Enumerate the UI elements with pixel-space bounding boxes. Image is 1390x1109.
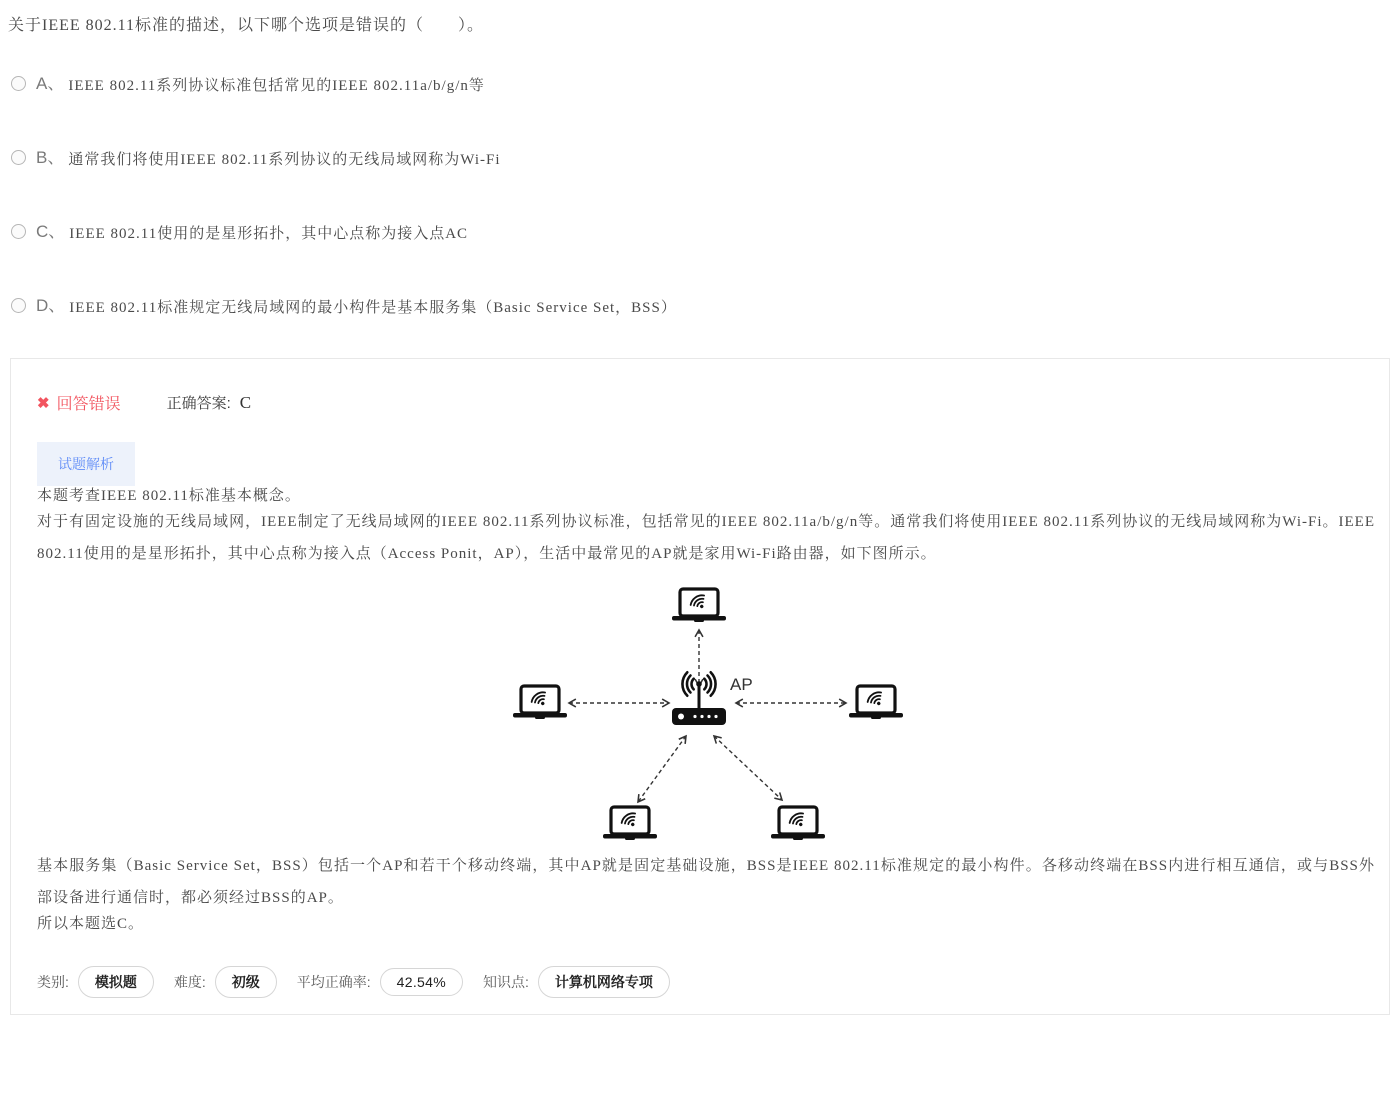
option-letter <box>36 295 65 317</box>
option-letter-char: C <box>36 222 49 241</box>
option-d[interactable] <box>11 295 1390 319</box>
option-b[interactable] <box>11 147 1390 171</box>
laptop-icon <box>513 686 567 719</box>
result-header <box>37 391 1375 414</box>
wrong-answer-icon: ✖ <box>37 394 50 412</box>
question-title: 关于IEEE 802.11标准的描述，以下哪个选项是错误的（ ）。 <box>8 17 485 34</box>
knowledge-label: 知识点: <box>482 974 529 990</box>
analysis-paragraph: 对于有固定设施的无线局域网，IEEE制定了无线局域网的IEEE 802.11系列协议标准，包括常见的IEEE 802.11a/b/g/n等。通常我们将使用IEEE 802.11系列协议的无线局域网称为Wi-Fi。IEEE 802.11使用的是星形拓扑，其中心点称为接入点（Access Ponit，AP），生活中最常见的AP就是家用Wi-Fi路由器，如下图所示。 <box>37 514 1375 562</box>
enum-mark: 、 <box>47 74 65 93</box>
answer-status: 回答错误 <box>56 396 121 413</box>
option-a[interactable] <box>11 73 1390 97</box>
correct-answer-value: C <box>239 392 252 412</box>
network-diagram-svg <box>486 570 926 850</box>
link-bottom-left <box>638 736 686 802</box>
tab-analysis[interactable]: 试题解析 <box>37 442 135 486</box>
knowledge-badge: 计算机网络专项 <box>538 966 670 998</box>
enum-mark: 、 <box>47 148 65 167</box>
laptop-icon <box>672 589 726 622</box>
correct-answer-label: 正确答案: <box>166 395 231 412</box>
option-text: 通常我们将使用IEEE 802.11系列协议的无线局域网称为Wi-Fi <box>68 152 501 168</box>
answer-result-panel <box>10 358 1390 1015</box>
option-letter-char: B <box>36 148 48 167</box>
analysis-paragraph: 基本服务集（Basic Service Set，BSS）包括一个AP和若干个移动终端，其中AP就是固定基础设施，BSS是IEEE 802.11标准规定的最小构件。各移动终端在BSS内进行相互通信，或与BSS外部设备进行通信时，都必须经过BSS的AP。 <box>37 858 1375 906</box>
options-list <box>0 73 1390 319</box>
laptop-icon <box>849 686 903 719</box>
laptop-icon <box>771 807 825 840</box>
category-label: 类别: <box>37 974 69 990</box>
option-c-radio[interactable] <box>11 224 26 239</box>
accuracy-label: 平均正确率: <box>296 974 371 990</box>
enum-mark: 、 <box>48 296 66 315</box>
enum-mark: 、 <box>48 222 66 241</box>
difficulty-badge: 初级 <box>215 966 277 998</box>
question-meta-row <box>37 966 1375 998</box>
analysis-conclusion: 所以本题选C。 <box>37 916 145 932</box>
category-badge: 模拟题 <box>78 966 154 998</box>
bss-topology-diagram <box>37 570 1375 850</box>
analysis-content <box>37 486 1375 934</box>
option-letter <box>36 221 65 243</box>
option-text: IEEE 802.11系列协议标准包括常见的IEEE 802.11a/b/g/n等 <box>68 78 485 94</box>
analysis-paragraph: 本题考查IEEE 802.11标准基本概念。 <box>37 488 301 504</box>
question-page <box>0 16 1390 1015</box>
option-a-radio[interactable] <box>11 76 26 91</box>
accuracy-badge: 42.54% <box>380 968 463 996</box>
ap-label: AP <box>730 675 753 694</box>
option-b-radio[interactable] <box>11 150 26 165</box>
link-bottom-right <box>714 736 782 800</box>
option-d-radio[interactable] <box>11 298 26 313</box>
option-letter-char: A <box>36 74 48 93</box>
option-text: IEEE 802.11标准规定无线局域网的最小构件是基本服务集（Basic Service Set，BSS） <box>69 300 677 316</box>
option-letter <box>36 73 64 95</box>
option-letter <box>36 147 64 169</box>
option-c[interactable] <box>11 221 1390 245</box>
option-letter-char: D <box>36 296 49 315</box>
option-text: IEEE 802.11使用的是星形拓扑，其中心点称为接入点AC <box>69 226 469 242</box>
laptop-icon <box>603 807 657 840</box>
difficulty-label: 难度: <box>173 974 206 990</box>
